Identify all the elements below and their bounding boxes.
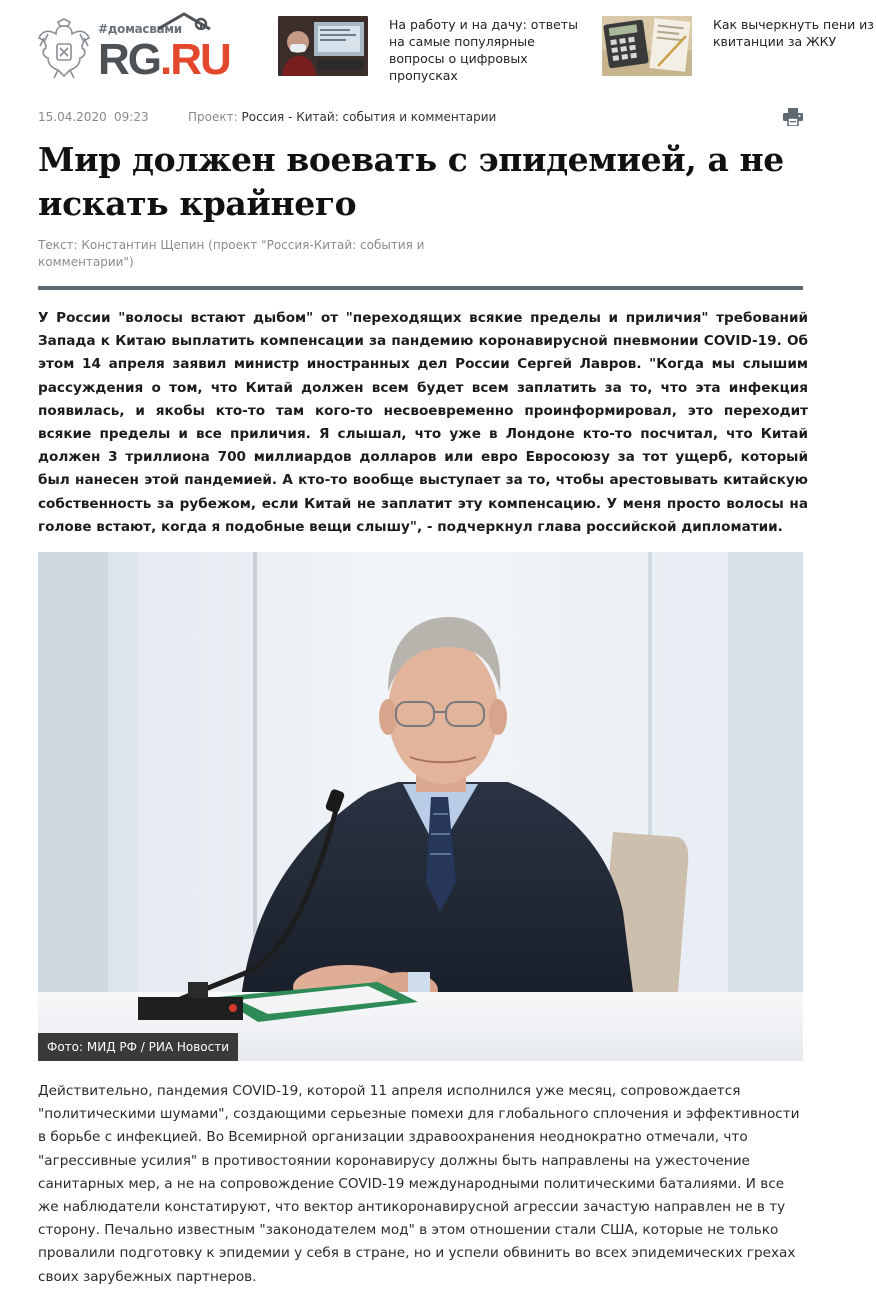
photo-caption: Фото: МИД РФ / РИА Новости [38,1033,238,1061]
logo-hashtag: #домасвами [98,22,182,36]
publish-time: 09:23 [114,110,149,124]
title-divider [38,286,803,290]
photo-illustration [38,552,803,1061]
project-link[interactable]: Россия - Китай: события и комментарии [241,110,497,124]
article-byline: Текст: Константин Щепин (проект "Россия-Китай: события и комментарии") [38,238,425,269]
project-info [188,110,496,124]
print-icon[interactable] [783,108,803,126]
russian-coat-of-arms-icon [36,18,92,82]
publish-date: 15.04.2020 [38,110,107,124]
rg-ru-logo[interactable] [98,12,230,84]
teaser-title[interactable]: Как вычеркнуть пени из квитанции за ЖКУ [713,17,874,49]
teaser-thumbnail [278,16,368,76]
house-icon [154,12,214,30]
article-body: Действительно, пандемия COVID-19, которой 11 апреля исполнился уже месяц, сопровождается "политическими шумами", создающими серьезные помехи для глобального сплочения и эффективности в борьбе с инфекцией. Во Всемирной организации здравоохранения неоднократно отмечали, что "агрессивные усилия" в противостоянии коронавирусу должны быть направлены на ужесточение санитарных мер, а не на сопровождение COVID-19 международными политическими баталиями. И все же наблюдатели констатируют, что вектор антикоронавирусной агрессии зачастую направлен не в ту сторону. Печально известным "законодателем мод" в этом отношении стали США, которые не только провалили подготовку к эпидемии у себя в стране, но и успели обвинить во всех эпидемических грехах своих зарубежных партнеров. [38,1083,800,1285]
teaser-title[interactable]: На работу и на дачу: ответы на самые популярные вопросы о цифровых пропусках [389,17,578,83]
site-header [0,0,876,100]
article-photo[interactable] [38,552,803,1061]
project-label: Проект: [188,110,238,124]
logo-wordmark: RG.RU [98,35,230,84]
article-title: Мир должен воевать с эпидемией, а не искать крайнего [38,140,784,223]
article-meta [38,110,804,126]
teaser-thumbnail [602,16,692,76]
article-lead: У России "волосы встают дыбом" от "переходящих всякие пределы и приличия" требований Запада к Китаю выплатить компенсации за пандемию коронавирусной пневмонии COVID-19. Об этом 14 апреля заявил министр иностранных дел России Сергей Лавров. "Когда мы слышим рассуждения о том, что Китай должен всем будет всем заплатить за то, что эта инфекция появилась, и якобы кто-то там кого-то несвоевременно проинформировал, это переходит всякие пределы и все приличия. Я слышал, что уже в Лондоне кто-то посчитал, что Китай должен 3 триллиона 700 миллиардов долларов или евро Евросоюзу за тот ущерб, который был нанесен этой пандемией. А кто-то вообще выступает за то, чтобы арестовывать китайскую собственность за рубежом, если Китай не заплатит эту компенсацию. У меня просто волосы на голове встают, когда я подобные вещи слышу", - подчеркнул глава российской дипломатии. [38,310,808,535]
